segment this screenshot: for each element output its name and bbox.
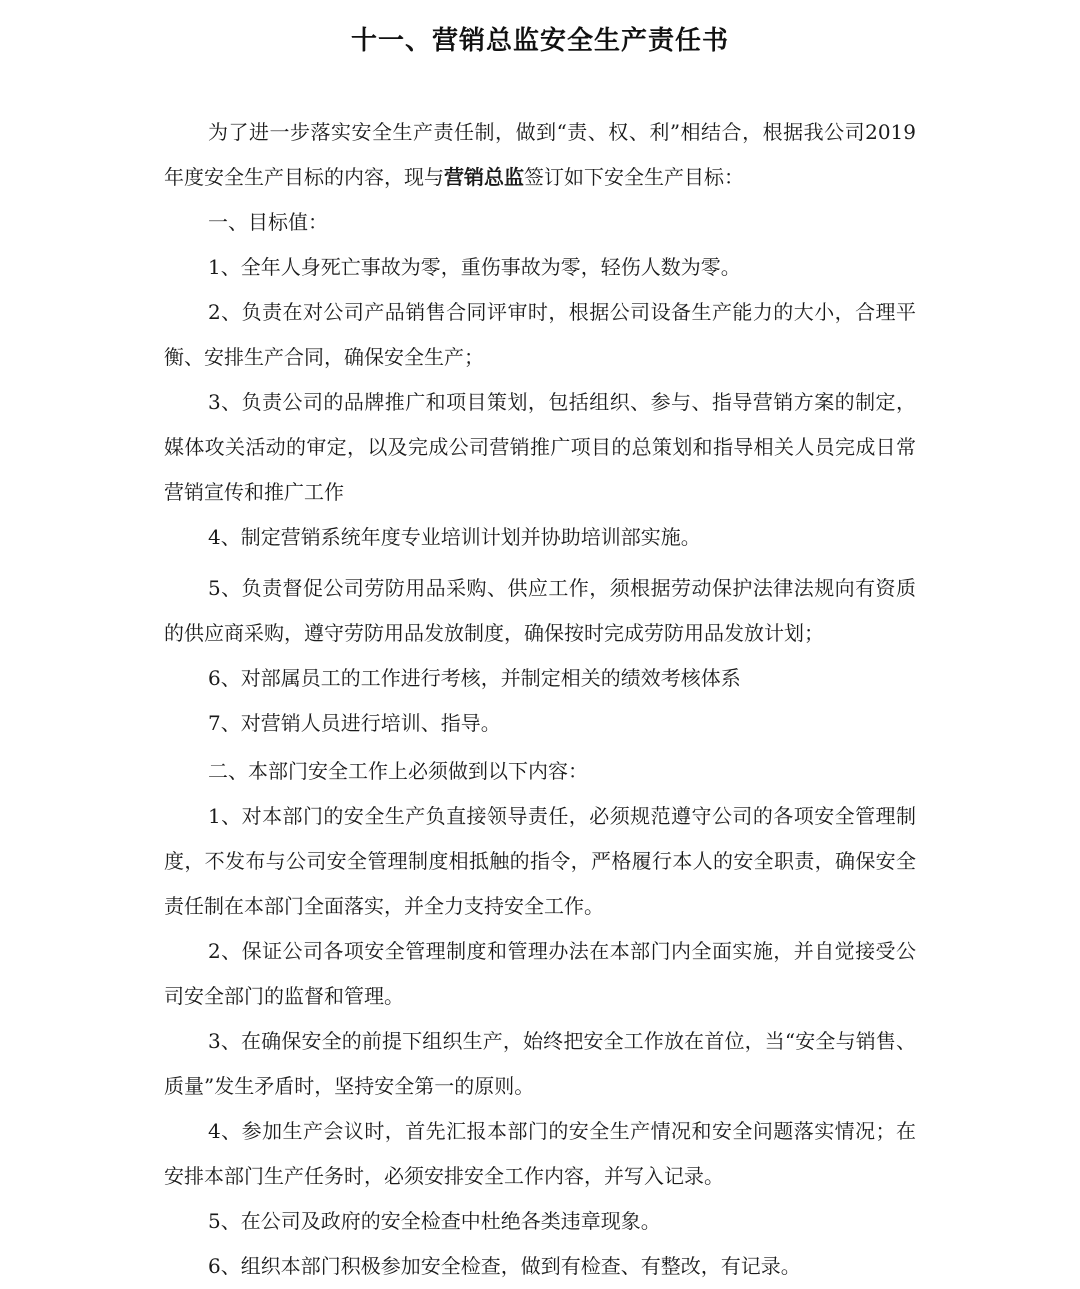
section1-item-3: 3、负责公司的品牌推广和项目策划，包括组织、参与、指导营销方案的制定，媒体攻关活动的审定，以及完成公司营销推广项目的总策划和指导相关人员完成日常营销宣传和推广工作 (164, 390, 916, 504)
section2-item-6: 6、组织本部门积极参加安全检查，做到有检查、有整改，有记录。 (208, 1254, 801, 1278)
document-title: 十一、营销总监安全生产责任书 (350, 26, 729, 56)
section1-item-5: 5、负责督促公司劳防用品采购、供应工作，须根据劳动保护法律法规向有资质的供应商采购，遵守劳防用品发放制度，确保按时完成劳防用品发放计划； (164, 576, 916, 645)
section1-item-2: 2、负责在对公司产品销售合同评审时，根据公司设备生产能力的大小，合理平衡、安排生产合同，确保安全生产； (164, 300, 916, 369)
section2-item-2: 2、保证公司各项安全管理制度和管理办法在本部门内全面实施，并自觉接受公司安全部门的监督和管理。 (164, 939, 916, 1008)
intro-text-1: 为了进一步落实安全生产责任制，做到“责、权、利”相结合，根据我公司2019年度安全生产目标的内容，现与 (164, 120, 916, 189)
section2-item-5: 5、在公司及政府的安全检查中杜绝各类违章现象。 (208, 1209, 661, 1233)
intro-text-2: 签订如下安全生产目标： (524, 165, 744, 189)
section2-item-4: 4、参加生产会议时，首先汇报本部门的安全生产情况和安全问题落实情况；在安排本部门生产任务时，必须安排安全工作内容，并写入记录。 (164, 1119, 916, 1188)
document-body (164, 110, 916, 1289)
intro-role-bold: 营销总监 (444, 165, 524, 189)
section2-heading: 二、本部门安全工作上必须做到以下内容： (208, 759, 588, 783)
section1-heading: 一、目标值： (208, 210, 328, 234)
section1-item-4: 4、制定营销系统年度专业培训计划并协助培训部实施。 (208, 525, 701, 549)
section1-item-6: 6、对部属员工的工作进行考核，并制定相关的绩效考核体系 (208, 666, 741, 690)
section2-item-3: 3、在确保安全的前提下组织生产，始终把安全工作放在首位，当“安全与销售、质量”发生矛盾时，坚持安全第一的原则。 (164, 1029, 916, 1098)
section1-item-1: 1、全年人身死亡事故为零，重伤事故为零，轻伤人数为零。 (208, 255, 741, 279)
section2-item-1: 1、对本部门的安全生产负直接领导责任，必须规范遵守公司的各项安全管理制度，不发布与公司安全管理制度相抵触的指令，严格履行本人的安全职责，确保安全责任制在本部门全面落实，并全力支持安全工作。 (164, 804, 916, 918)
section1-item-7: 7、对营销人员进行培训、指导。 (208, 711, 501, 735)
intro-paragraph (164, 110, 916, 200)
